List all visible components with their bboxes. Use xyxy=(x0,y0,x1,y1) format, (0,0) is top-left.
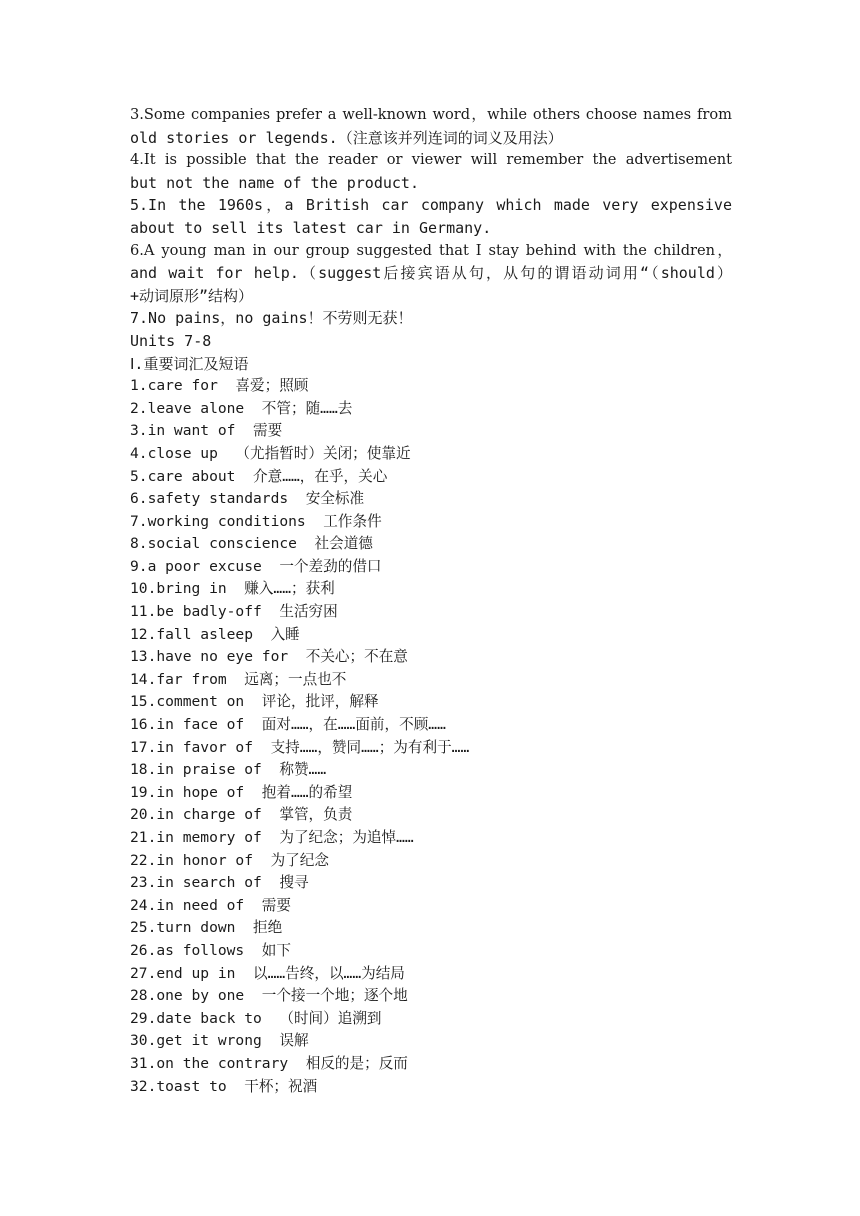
sentence-line: and wait for help.（suggest后接宾语从句，从句的谓语动词用“（should） xyxy=(130,264,732,283)
vocabulary-item: 4.close up （尤指暂时）关闭；使靠近 xyxy=(130,444,411,462)
sentence-line: but not the name of the product. xyxy=(130,173,419,192)
vocabulary-item: 10.bring in 赚入……；获利 xyxy=(130,580,335,598)
vocabulary-item: 22.in honor of 为了纪念 xyxy=(130,851,329,869)
sentence-item xyxy=(130,149,732,194)
vocabulary-item: 29.date back to （时间）追溯到 xyxy=(130,1009,382,1027)
sentence-item xyxy=(130,307,732,330)
sentence-line: 6.A young man in our group suggested that I stay behind with the children， xyxy=(130,241,732,259)
vocabulary-item: 9.a poor excuse 一个差劲的借口 xyxy=(130,557,382,575)
vocabulary-item: 20.in charge of 掌管，负责 xyxy=(130,806,353,824)
vocabulary-item: 14.far from 远离；一点也不 xyxy=(130,670,347,688)
vocabulary-item: 1.care for 喜爱；照顾 xyxy=(130,377,309,395)
vocabulary-item: 23.in search of 搜寻 xyxy=(130,874,309,892)
vocabulary-item: 8.social conscience 社会道德 xyxy=(130,535,373,553)
vocabulary-item: 11.be badly-off 生活穷困 xyxy=(130,603,338,621)
sentence-line: 4.It is possible that the reader or viewer will remember the advertisement xyxy=(130,151,732,169)
vocabulary-item: 2.leave alone 不管；随……去 xyxy=(130,399,353,417)
vocabulary-item: 19.in hope of 抱着……的希望 xyxy=(130,783,353,801)
sentence-line: old stories or legends.（注意该并列连词的词义及用法） xyxy=(130,128,563,147)
vocabulary-item: 3.in want of 需要 xyxy=(130,422,283,440)
sentence-item xyxy=(130,240,732,308)
vocabulary-item: 21.in memory of 为了纪念；为追悼…… xyxy=(130,829,414,846)
vocabulary-item: 27.end up in 以……告终，以……为结局 xyxy=(130,964,405,982)
vocabulary-list xyxy=(130,375,732,1098)
sentence-item xyxy=(130,194,732,239)
sentence-line: about to sell its latest car in Germany. xyxy=(130,218,492,237)
vocabulary-item: 15.comment on 评论，批评，解释 xyxy=(130,693,379,711)
vocabulary-item: 16.in face of 面对……，在……面前，不顾…… xyxy=(130,716,446,734)
document-page xyxy=(130,104,732,1098)
vocabulary-item: 30.get it wrong 误解 xyxy=(130,1032,309,1050)
unit-heading: Units 7-8 xyxy=(130,331,212,350)
vocabulary-item: 26.as follows 如下 xyxy=(130,941,291,959)
sentence-line: +动词原形”结构） xyxy=(130,286,254,305)
vocabulary-item: 7.working conditions 工作条件 xyxy=(130,512,382,530)
section-heading: Ⅰ.重要词汇及短语 xyxy=(130,354,249,373)
vocabulary-item: 17.in favor of 支持……，赞同……；为有利于…… xyxy=(130,738,470,756)
sentence-line: 3.Some companies prefer a well-known word，while others choose names from xyxy=(130,106,732,123)
sentence-line: 5.In the 1960s，a British car company which made very expensive xyxy=(130,196,732,215)
vocabulary-item: 31.on the contrary 相反的是；反而 xyxy=(130,1054,408,1072)
vocabulary-item: 13.have no eye for 不关心；不在意 xyxy=(130,648,408,666)
vocabulary-item: 25.turn down 拒绝 xyxy=(130,919,283,937)
vocabulary-item: 6.safety standards 安全标准 xyxy=(130,490,365,508)
vocabulary-item: 28.one by one 一个接一个地；逐个地 xyxy=(130,987,408,1005)
vocabulary-item: 24.in need of 需要 xyxy=(130,896,291,914)
sentence-line: 7.No pains，no gains！不劳则无获！ xyxy=(130,309,413,328)
sentence-item xyxy=(130,104,732,149)
vocabulary-item: 12.fall asleep 入睡 xyxy=(130,625,300,643)
vocabulary-item: 32.toast to 干杯；祝酒 xyxy=(130,1077,318,1095)
vocabulary-item: 18.in praise of 称赞…… xyxy=(130,761,327,779)
vocabulary-item: 5.care about 介意……，在乎，关心 xyxy=(130,467,388,485)
